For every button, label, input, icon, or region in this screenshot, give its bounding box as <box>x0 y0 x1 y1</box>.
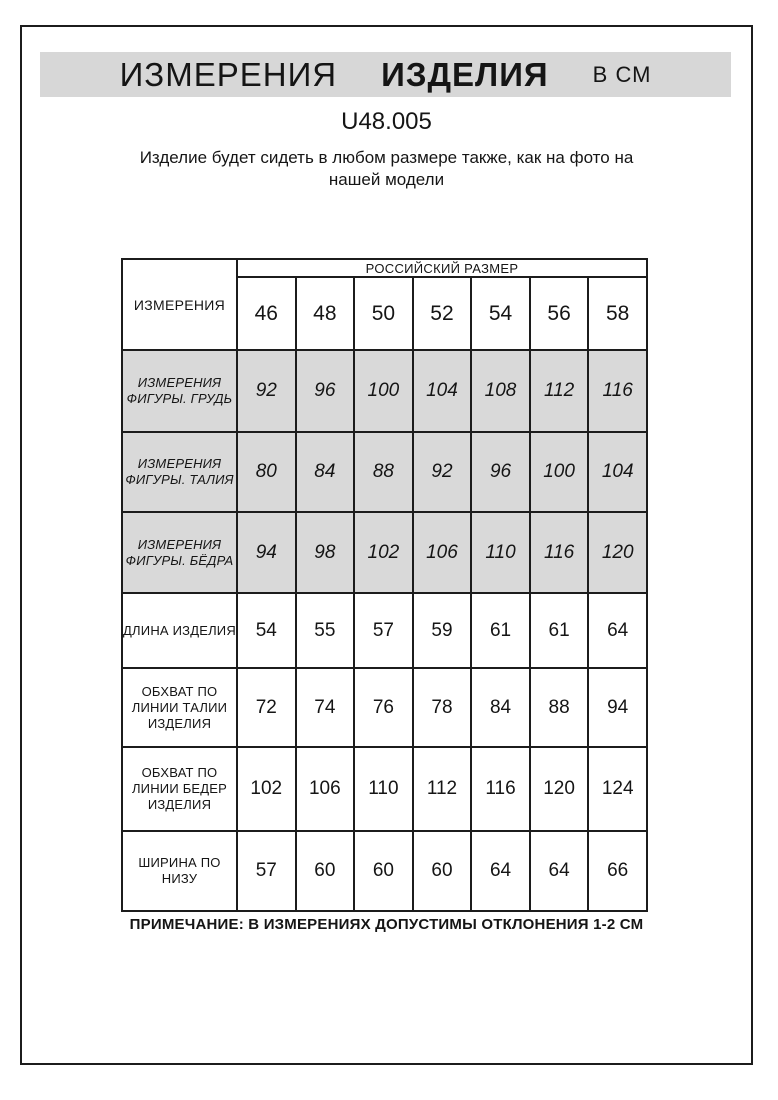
measurement-cell: 98 <box>296 512 355 593</box>
size-column-header: 46 <box>237 277 296 350</box>
measurement-cell: 112 <box>413 747 472 831</box>
measurement-cell: 92 <box>237 350 296 432</box>
title-bar <box>40 52 731 97</box>
measurement-cell: 120 <box>588 512 647 593</box>
measurement-cell: 108 <box>471 350 530 432</box>
measurement-cell: 104 <box>413 350 472 432</box>
measurement-cell: 57 <box>237 831 296 911</box>
table-row <box>122 668 647 747</box>
size-column-header: 58 <box>588 277 647 350</box>
measurement-cell: 124 <box>588 747 647 831</box>
measurement-cell: 64 <box>588 593 647 668</box>
measurement-cell: 59 <box>413 593 472 668</box>
fit-description <box>20 147 753 191</box>
measurement-cell: 80 <box>237 432 296 512</box>
size-column-header: 54 <box>471 277 530 350</box>
row-label: ИЗМЕРЕНИЯ ФИГУРЫ. ГРУДЬ <box>122 350 237 432</box>
row-label: ОБХВАТ ПО ЛИНИИ ТАЛИИ ИЗДЕЛИЯ <box>122 668 237 747</box>
size-column-header: 48 <box>296 277 355 350</box>
measurement-cell: 116 <box>530 512 589 593</box>
row-label: ШИРИНА ПО НИЗУ <box>122 831 237 911</box>
measurement-cell: 76 <box>354 668 413 747</box>
measurement-cell: 57 <box>354 593 413 668</box>
measurement-cell: 100 <box>354 350 413 432</box>
measurement-cell: 94 <box>237 512 296 593</box>
tolerance-note: ПРИМЕЧАНИЕ: В ИЗМЕРЕНИЯХ ДОПУСТИМЫ ОТКЛОНЕНИЯ 1-2 СМ <box>129 916 644 933</box>
measurement-cell: 88 <box>530 668 589 747</box>
table-row <box>122 350 647 432</box>
measurement-cell: 60 <box>354 831 413 911</box>
table-row <box>122 512 647 593</box>
russian-size-group-header: РОССИЙСКИЙ РАЗМЕР <box>237 259 647 277</box>
row-label: ИЗМЕРЕНИЯ ФИГУРЫ. ТАЛИЯ <box>122 432 237 512</box>
row-label: ОБХВАТ ПО ЛИНИИ БЕДЕР ИЗДЕЛИЯ <box>122 747 237 831</box>
title-product: ИЗДЕЛИЯ <box>381 55 549 93</box>
size-chart-table <box>121 258 648 912</box>
measurement-cell: 100 <box>530 432 589 512</box>
measurement-cell: 96 <box>471 432 530 512</box>
measurement-cell: 88 <box>354 432 413 512</box>
measurement-cell: 104 <box>588 432 647 512</box>
measurement-cell: 54 <box>237 593 296 668</box>
measurement-cell: 116 <box>471 747 530 831</box>
measurement-cell: 61 <box>530 593 589 668</box>
table-row <box>122 747 647 831</box>
measurement-cell: 66 <box>588 831 647 911</box>
measurement-cell: 78 <box>413 668 472 747</box>
measurement-cell: 96 <box>296 350 355 432</box>
size-column-header: 50 <box>354 277 413 350</box>
table-header-row-group <box>122 259 647 277</box>
measurement-cell: 84 <box>296 432 355 512</box>
size-column-header: 56 <box>530 277 589 350</box>
measurement-cell: 64 <box>471 831 530 911</box>
measurement-cell: 72 <box>237 668 296 747</box>
measurement-cell: 110 <box>471 512 530 593</box>
article-number: U48.005 <box>341 108 432 135</box>
table-row <box>122 432 647 512</box>
measurement-cell: 120 <box>530 747 589 831</box>
measurement-cell: 60 <box>413 831 472 911</box>
measurement-cell: 92 <box>413 432 472 512</box>
measurement-cell: 106 <box>413 512 472 593</box>
title-measurements: ИЗМЕРЕНИЯ <box>119 55 338 93</box>
measurement-cell: 64 <box>530 831 589 911</box>
title-units: В СМ <box>592 61 652 87</box>
table-row <box>122 831 647 911</box>
row-label: ИЗМЕРЕНИЯ ФИГУРЫ. БЁДРА <box>122 512 237 593</box>
measurement-cell: 60 <box>296 831 355 911</box>
measurement-cell: 55 <box>296 593 355 668</box>
measurement-cell: 102 <box>354 512 413 593</box>
measurement-cell: 74 <box>296 668 355 747</box>
corner-header: ИЗМЕРЕНИЯ <box>122 259 237 350</box>
measurement-cell: 112 <box>530 350 589 432</box>
measurement-cell: 106 <box>296 747 355 831</box>
measurement-cell: 84 <box>471 668 530 747</box>
table-row <box>122 593 647 668</box>
row-label: ДЛИНА ИЗДЕЛИЯ <box>122 593 237 668</box>
fit-description-line2: нашей модели <box>328 170 445 189</box>
measurement-cell: 116 <box>588 350 647 432</box>
measurement-cell: 61 <box>471 593 530 668</box>
size-column-header: 52 <box>413 277 472 350</box>
fit-description-line1: Изделие будет сидеть в любом размере также, как на фото на <box>139 148 634 167</box>
measurement-cell: 102 <box>237 747 296 831</box>
measurement-cell: 110 <box>354 747 413 831</box>
measurement-cell: 94 <box>588 668 647 747</box>
